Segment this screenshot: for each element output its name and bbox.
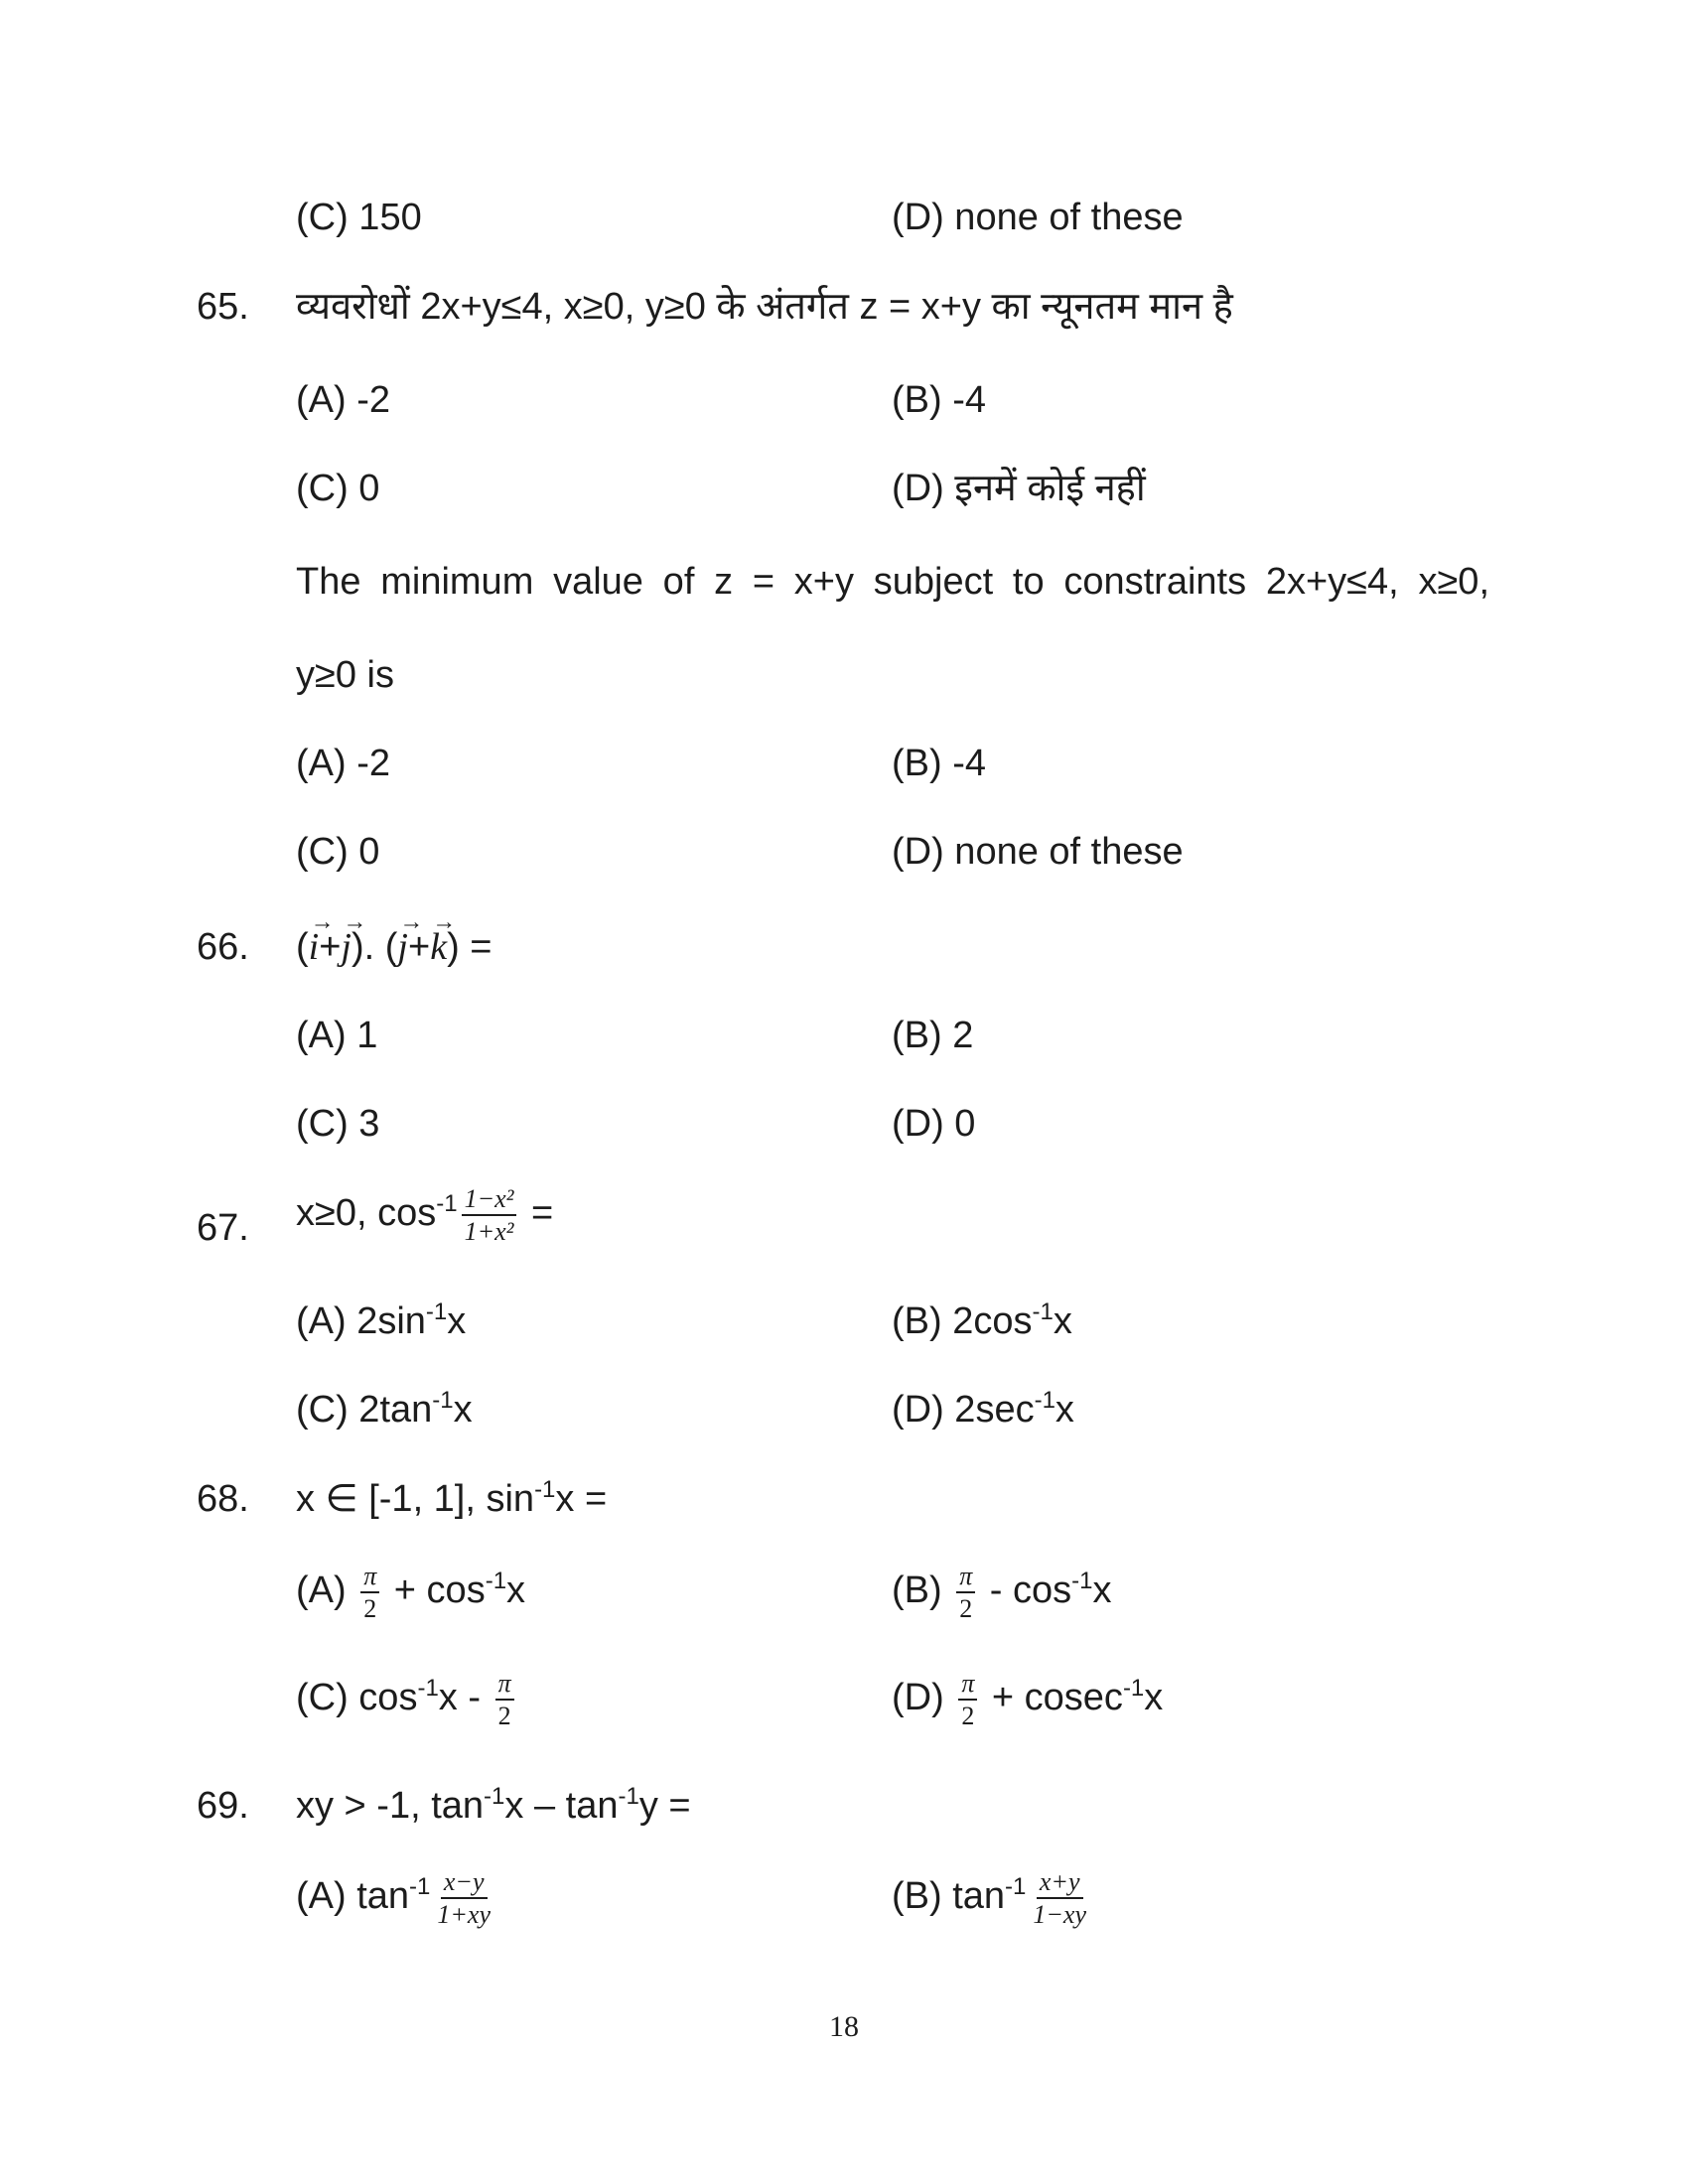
option-b: (B) -4 [892, 743, 986, 784]
option-a: (A) $2\sin^{-1}x$ [296, 1298, 467, 1342]
option-d: (D) $\frac{\pi}{2}$ + cosec$^{-1}$x [892, 1668, 1164, 1730]
constraints: 2x+y≤4, x≥0, y≥0 [420, 286, 706, 328]
option-b: (B) $2\cos^{-1}x$ [892, 1298, 1072, 1342]
option-b: (B) $\frac{\pi}{2}$ - $\cos^{-1}x$ [892, 1561, 1112, 1623]
hindi-prefix: व्यवरोधों [296, 286, 410, 328]
equals: ) = [447, 926, 492, 968]
question-text: x ∈ [-1, 1], $\sin^{-1}x$ = [296, 1476, 608, 1520]
fraction-pi-over-2: $\frac{\pi}{2}$ [958, 1670, 977, 1730]
option-b: (B) 2 [892, 1015, 974, 1056]
objective: z = x+y [859, 286, 981, 328]
dot-operator: ). ( [351, 926, 398, 968]
fraction: $\frac{x+y}{1-xy}$ [1033, 1866, 1087, 1929]
vector-k: → k [430, 909, 457, 968]
prefix: x≥0, cos [296, 1192, 437, 1234]
option-c: (C) $2\tan^{-1}x$ [296, 1387, 473, 1431]
plus: + [319, 926, 342, 968]
vector-arrow-icon: → [310, 909, 335, 935]
plus: + [407, 926, 431, 968]
question-number: 67. [197, 1207, 249, 1249]
option-a: (A) -2 [296, 743, 390, 784]
question-number: 65. [197, 286, 249, 328]
option-a: (A) $\tan^{-1}$ $\frac{x-y}{1+xy}$ [296, 1866, 497, 1928]
question-number: 66. [197, 926, 249, 968]
option-d: (D) $2\sec^{-1}x$ [892, 1387, 1074, 1431]
fraction-pi-over-2: $\frac{\pi}{2}$ [495, 1670, 514, 1730]
question-text-english-line1: The minimum value of z = x+y subject to constraints 2x+y≤4, x≥0, [296, 561, 1489, 603]
fraction: $\frac{x-y}{1+xy}$ [437, 1866, 492, 1929]
option-c: (C) 0 [296, 831, 380, 873]
option-c: (C) 0 [296, 468, 380, 509]
page-number: 18 [829, 2010, 859, 2043]
question-text [296, 1183, 553, 1245]
option-c: (C) $\cos^{-1}x$ - $\frac{\pi}{2}$ [296, 1668, 518, 1729]
option-a: (A) 1 [296, 1015, 378, 1056]
vector-arrow-icon: → [343, 909, 367, 935]
option-c: (C) 3 [296, 1103, 380, 1145]
vector-j: → j [341, 909, 367, 968]
question-text: xy > -1, $\tan^{-1}x - \tan^{-1}y$ = [296, 1783, 691, 1827]
option-d: (D) none of these [892, 197, 1184, 238]
question-number: 68. [197, 1478, 249, 1520]
vector-j: → j [397, 909, 424, 968]
equals: = [520, 1192, 554, 1234]
fraction [462, 1185, 517, 1246]
fraction-pi-over-2: $\frac{\pi}{2}$ [360, 1563, 379, 1623]
denominator: 1+x² [464, 1216, 514, 1246]
option-b: (B) -4 [892, 379, 986, 421]
hindi-mid: के अंतर्गत [716, 286, 849, 328]
option-b: (B) $\tan^{-1}$ $\frac{x+y}{1-xy}$ [892, 1866, 1093, 1928]
option-d: (D) इनमें कोई नहीं [892, 468, 1146, 509]
paren-open: ( [296, 926, 309, 968]
question-number: 69. [197, 1785, 249, 1827]
option-a: (A) $\frac{\pi}{2}$ + $\cos^{-1}x$ [296, 1561, 526, 1623]
option-d: (D) none of these [892, 831, 1184, 873]
vector-i: → i [308, 909, 335, 968]
option-a: (A) -2 [296, 379, 390, 421]
question-text-hindi [296, 288, 1233, 326]
vector-arrow-icon: → [399, 909, 424, 935]
numerator: 1−x² [462, 1185, 517, 1216]
option-c: (C) 150 [296, 197, 422, 238]
question-text-english-line2: y≥0 is [296, 654, 394, 696]
vector-arrow-icon: → [432, 909, 457, 935]
fraction-pi-over-2: $\frac{\pi}{2}$ [956, 1563, 975, 1623]
question-text [296, 909, 492, 968]
option-d: (D) 0 [892, 1103, 976, 1145]
inverse-sup: -1 [436, 1190, 458, 1217]
hindi-suffix: का न्यूनतम मान है [991, 286, 1233, 328]
